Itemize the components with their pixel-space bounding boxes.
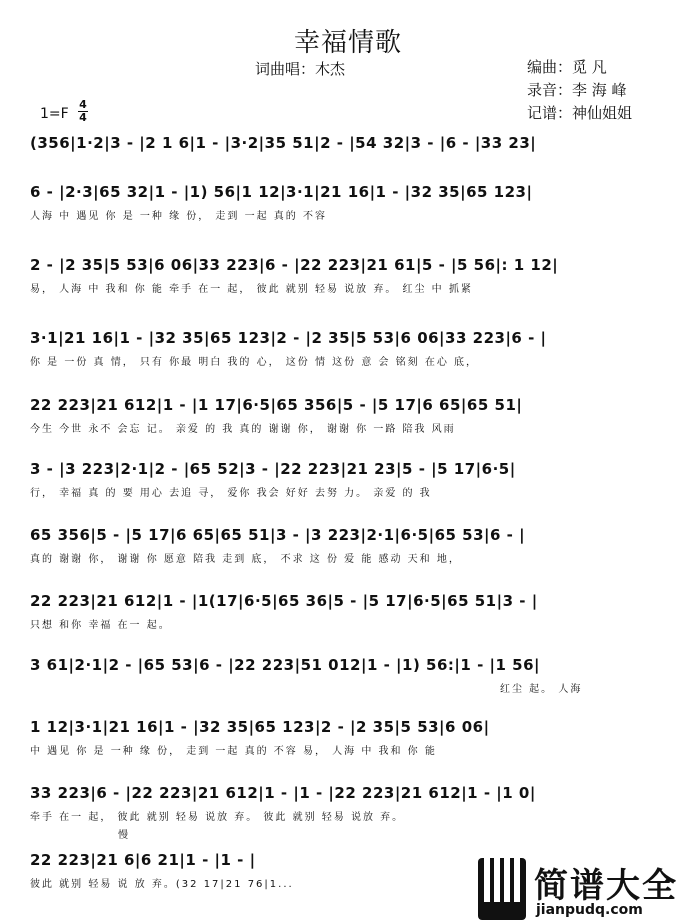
- key-signature: 1=F: [40, 106, 69, 122]
- time-signature-top: 4: [79, 98, 87, 111]
- arranger-credit: 编曲：觅 凡: [527, 58, 607, 76]
- time-signature-bottom: 4: [79, 111, 87, 124]
- lyric-line: 人海 中 遇见 你 是 一种 缘 份， 走到 一起 真的 不容: [30, 211, 327, 222]
- score-row: [30, 460, 662, 499]
- tempo-marking: 慢: [118, 830, 128, 841]
- piano-keys-icon: [478, 858, 526, 920]
- score-row: [30, 183, 662, 222]
- transcriber-credit: 记谱：神仙姐姐: [527, 104, 633, 122]
- lyric-line: 只想 和你 幸福 在一 起。: [30, 620, 171, 631]
- lyric-line: 红尘 起。 人海: [500, 684, 583, 695]
- score-row: [30, 396, 662, 435]
- lyric-line: 中 遇见 你 是 一种 缘 份， 走到 一起 真的 不容 易， 人海 中 我和 你 能: [30, 746, 437, 757]
- lyricist-credit: 词曲唱：木杰: [255, 60, 346, 78]
- lyric-line: 今生 今世 永不 会忘 记。 亲爱 的 我 真的 谢谢 你， 谢谢 你 一路 陪我 风雨: [30, 424, 456, 435]
- recording-credit: 录音：李 海 峰: [527, 81, 627, 99]
- logo-name: 简谱大全: [534, 866, 678, 906]
- score-row: [30, 256, 662, 295]
- notation-line: 3 - |3 223|2·1|2 - |65 52|3 - |22 223|21 23|5 - |5 17|6·5|: [30, 460, 516, 478]
- notation-line: 2 - |2 35|5 53|6 06|33 223|6 - |22 223|21 61|5 - |5 56|: 1 12|: [30, 256, 559, 274]
- score-row: [30, 526, 662, 565]
- score-row: [30, 851, 470, 890]
- notation-line: 3 61|2·1|2 - |65 53|6 - |22 223|51 012|1 - |1) 56:|1 - |1 56|: [30, 656, 541, 674]
- score-row: [30, 718, 662, 757]
- lyric-line: 你 是 一份 真 情， 只有 你最 明白 我的 心， 这份 情 这份 意 会 铭刻 在心 底，: [30, 357, 479, 368]
- lyric-line: 真的 谢谢 你， 谢谢 你 愿意 陪我 走到 底， 不求 这 份 爱 能 感动 天和 地，: [30, 554, 461, 565]
- notation-line: (356|1·2|3 - |2 1 6|1 - |3·2|35 51|2 - |54 32|3 - |6 - |33 23|: [30, 134, 537, 152]
- notation-line: 6 - |2·3|65 32|1 - |1) 56|1 12|3·1|21 16|1 - |32 35|65 123|: [30, 183, 533, 201]
- notation-line: 3·1|21 16|1 - |32 35|65 123|2 - |2 35|5 53|6 06|33 223|6 - |: [30, 329, 547, 347]
- score-row: [30, 784, 662, 823]
- notation-line: 22 223|21 612|1 - |1(17|6·5|65 36|5 - |5 17|6·5|65 51|3 - |: [30, 592, 538, 610]
- notation-line: 22 223|21 612|1 - |1 17|6·5|65 356|5 - |5 17|6 65|65 51|: [30, 396, 523, 414]
- notation-line: 65 356|5 - |5 17|6 65|65 51|3 - |3 223|2·1|6·5|65 53|6 - |: [30, 526, 526, 544]
- score-row: [30, 134, 662, 152]
- score-row: [30, 592, 662, 631]
- score-row: [30, 656, 662, 695]
- lyric-line: 易， 人海 中 我和 你 能 牵手 在一 起， 彼此 就别 轻易 说放 弃。 红尘 中 抓紧: [30, 284, 473, 295]
- notation-line: 1 12|3·1|21 16|1 - |32 35|65 123|2 - |2 35|5 53|6 06|: [30, 718, 490, 736]
- lyric-line: 行， 幸福 真 的 要 用心 去追 寻， 爱你 我会 好好 去努 力。 亲爱 的 我: [30, 488, 432, 499]
- time-signature: [78, 100, 88, 123]
- logo-url: jianpudq.com: [536, 902, 643, 918]
- site-logo: [478, 858, 690, 920]
- lyric-line: 牵手 在一 起， 彼此 就别 轻易 说放 弃。 彼此 就别 轻易 说放 弃。: [30, 812, 405, 823]
- notation-line: 22 223|21 6|6 21|1 - |1 - |: [30, 851, 256, 869]
- notation-line: 33 223|6 - |22 223|21 612|1 - |1 - |22 223|21 612|1 - |1 0|: [30, 784, 536, 802]
- song-title: 幸福情歌: [293, 28, 402, 58]
- lyric-line: 彼此 就别 轻易 说 放 弃。(32 17|21 76|1...: [30, 879, 294, 890]
- score-row: [30, 329, 662, 368]
